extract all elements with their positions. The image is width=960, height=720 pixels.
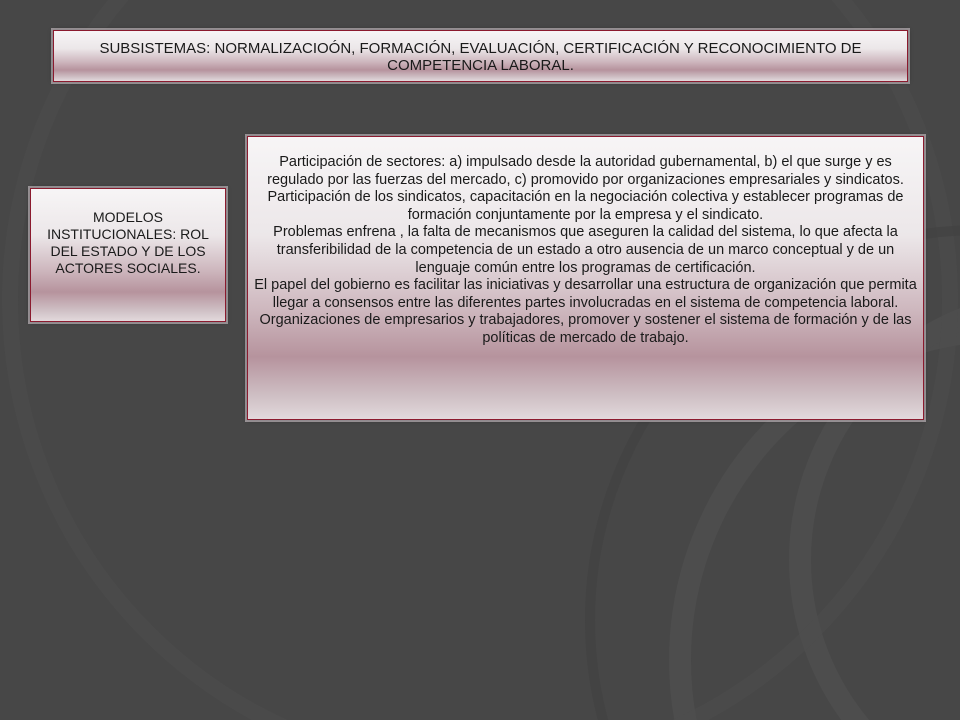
main-paragraph-2: Participación de los sindicatos, capacitación en la negociación colectiva y establecer programas de formación conjuntamente por la empresa y el sindicato. (267, 189, 904, 223)
main-box (247, 136, 924, 420)
main-paragraph-5: Organizaciones de empresarios y trabajadores, promover y sostener el sistema de formación y de las políticas de mercado de trabajo. (259, 312, 912, 346)
title-box (53, 30, 908, 82)
left-box (30, 188, 226, 322)
main-paragraph-1: Participación de sectores: a) impulsado desde la autoridad gubernamental, b) el que surge y es regulado por las fuerzas del mercado, c) promovido por organizaciones empresariales y sindicatos. (267, 154, 904, 188)
main-paragraph-3: Problemas enfrena , la falta de mecanismos que aseguren la calidad del sistema, lo que afecta la transferibilidad de la competencia de un estado a otro ausencia de un marco conceptual y de un lenguaje común entre los programas de certificación. (273, 224, 898, 276)
main-paragraph-4: El papel del gobierno es facilitar las iniciativas y desarrollar una estructura de organización que permita llegar a consensos entre las diferentes partes involucradas en el sistema de competencia laboral. (254, 277, 917, 311)
title-text: SUBSISTEMAS: NORMALIZACIOÓN, FORMACIÓN, EVALUACIÓN, CERTIFICACIÓN Y RECONOCIMIENTO DE COMPETENCIA LABORAL. (99, 40, 862, 74)
left-box-text: MODELOS INSTITUCIONALES: ROL DEL ESTADO Y DE LOS ACTORES SOCIALES. (47, 209, 209, 276)
